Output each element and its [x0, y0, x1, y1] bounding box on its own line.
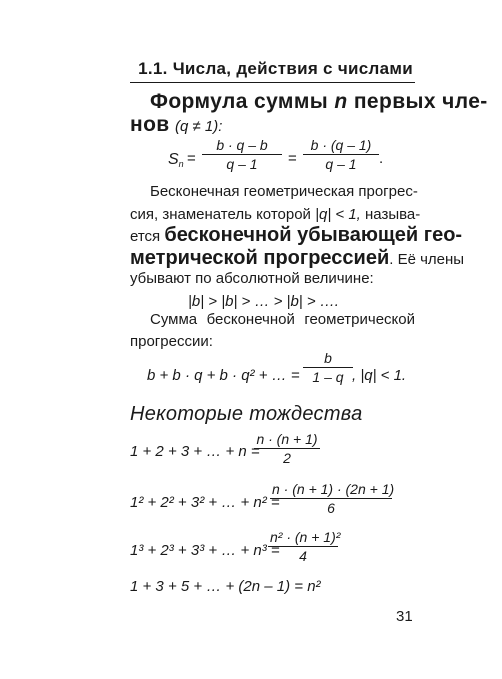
fraction-2-bar [303, 154, 379, 155]
heading-n: n [334, 90, 348, 113]
formula-fraction-2 [303, 137, 379, 172]
paragraph-line-5: убывают по абсолютной величине: [130, 270, 374, 287]
paragraph-line-4 [130, 247, 464, 270]
sum-text-line-1 [150, 311, 415, 328]
identity-3-fraction [268, 529, 341, 564]
lhs-s: S [168, 151, 179, 168]
running-header [130, 56, 415, 83]
fraction-1-bar [202, 154, 282, 155]
lhs-sub: n [178, 159, 184, 169]
identity-1-bar [254, 448, 320, 449]
infinite-sum-denominator: 1 – q [312, 369, 344, 385]
identity-2-numerator: n · (n + 1) · (2n + 1) [272, 481, 395, 497]
identity-2-bar [270, 498, 392, 499]
fraction-1-numerator: b · q – b [216, 137, 268, 153]
identity-1-fraction [254, 431, 320, 466]
formula-eq2: = [288, 150, 297, 167]
line2-text-a: сия, знаменатель которой [130, 206, 316, 223]
identity-2-denominator: 6 [327, 500, 335, 516]
line3-text-a: ется [130, 228, 165, 245]
identity-3-lhs: 1³ + 2³ + 3³ + … + n³ = [130, 542, 280, 559]
identity-1-denominator: 2 [283, 450, 291, 466]
infinite-sum-bar [303, 367, 353, 368]
fraction-2-denominator: q – 1 [325, 156, 357, 172]
identity-3-denominator: 4 [299, 548, 307, 564]
fraction-1-denominator: q – 1 [226, 156, 258, 172]
line4-bold-term: метрической прогрессией [130, 247, 390, 269]
identity-1-lhs: 1 + 2 + 3 + … + n = [130, 443, 260, 460]
infinite-sum-lhs: b + b · q + b · q² + … = [147, 367, 300, 384]
heading-text-a: Формула суммы [150, 90, 335, 113]
formula-lhs [168, 151, 184, 169]
identity-3-numerator: n² · (n + 1)² [270, 529, 341, 545]
identity-2-fraction [270, 481, 395, 516]
formula-period: . [379, 150, 384, 167]
abs-value-chain: |b| > |b| > … > |b| > …. [188, 293, 339, 310]
formula-fraction-1 [202, 137, 282, 172]
paragraph-line-3 [130, 224, 462, 247]
paragraph-line-2 [130, 206, 421, 223]
infinite-sum-numerator: b [324, 350, 332, 366]
fraction-2-numerator: b · (q – 1) [310, 137, 372, 153]
line3-bold-term: бесконечной убывающей гео- [164, 224, 463, 246]
formula-eq1: = [187, 150, 196, 167]
page-number: 31 [396, 608, 413, 625]
formula-heading-line1 [150, 90, 488, 114]
line2-text-c: называ- [360, 206, 421, 223]
infinite-sum-fraction [303, 350, 353, 385]
heading-text-b: первых чле- [347, 90, 488, 113]
formula-condition: (q ≠ 1): [175, 118, 223, 135]
identity-3-bar [268, 546, 338, 547]
infinite-sum-condition: , |q| < 1. [352, 367, 407, 384]
sum-text-line-2: прогрессии: [130, 333, 213, 350]
identity-4: 1 + 3 + 5 + … + (2n – 1) = n² [130, 578, 321, 595]
section-header-title: 1.1. Числа, действия с числами [138, 59, 413, 78]
formula-heading-line2: нов [130, 113, 170, 136]
line2-condition: |q| < 1, [315, 206, 361, 223]
sum-text-line-1-text: Сумма бесконечной геометрической [150, 311, 415, 328]
paragraph-line-1 [150, 183, 418, 200]
identities-title: Некоторые тождества [130, 403, 363, 425]
identity-1-numerator: n · (n + 1) [256, 431, 318, 447]
line4-text-b: . Её члены [389, 251, 465, 268]
paragraph-line-1-text: Бесконечная геометрическая прогрес- [150, 183, 418, 200]
identity-2-lhs: 1² + 2² + 3² + … + n² = [130, 494, 280, 511]
